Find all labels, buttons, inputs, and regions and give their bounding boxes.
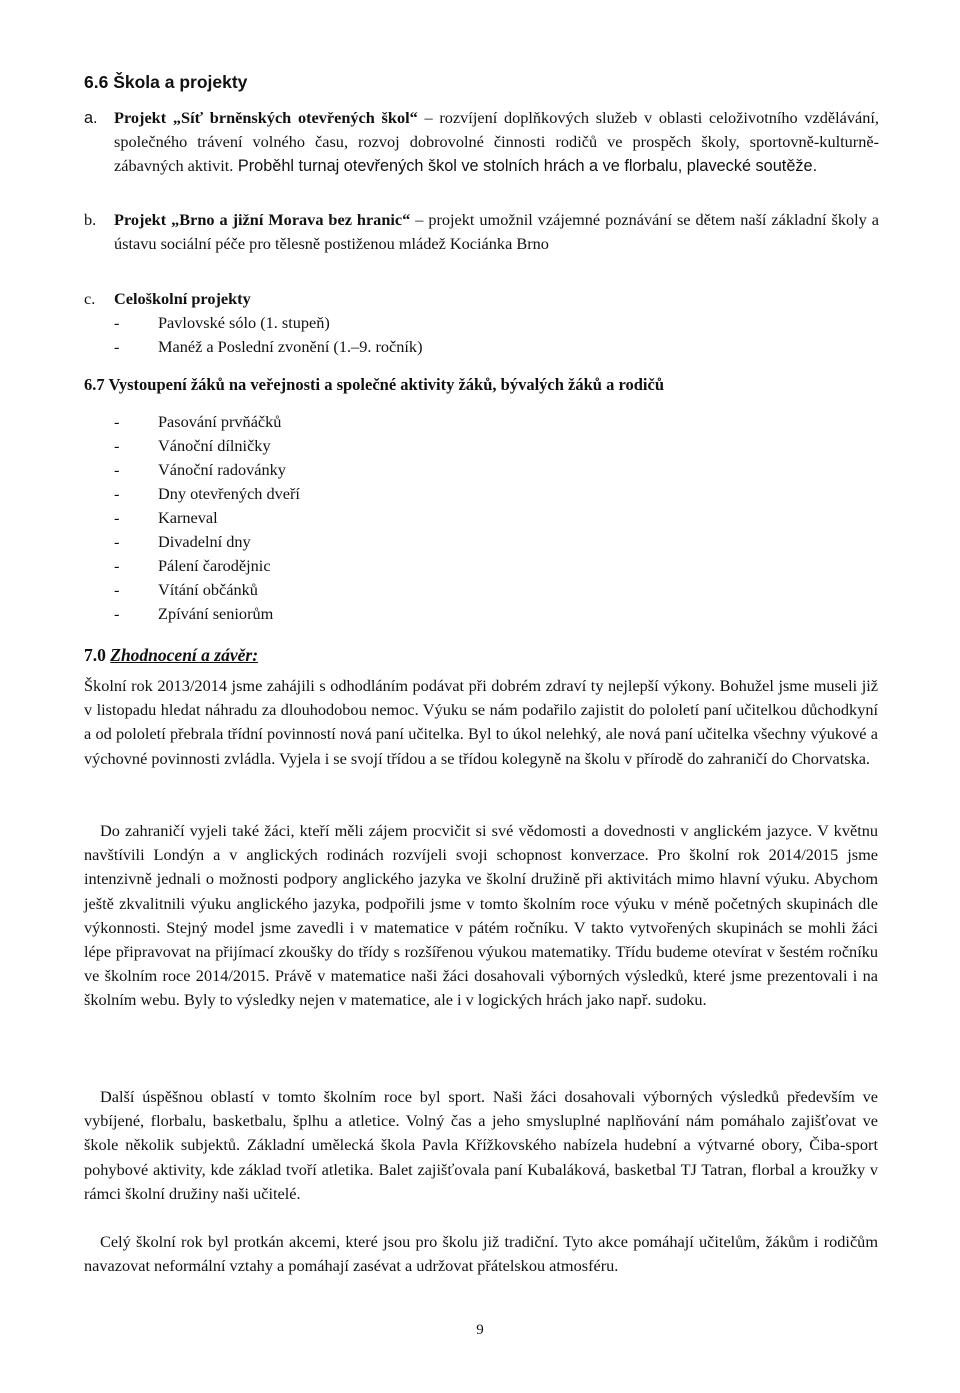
- page-number: 9: [476, 1322, 484, 1338]
- item-a-title: Projekt „Síť brněnských otevřených škol“: [114, 108, 418, 127]
- item-c-marker: c.: [84, 289, 96, 308]
- item-c-list: [114, 311, 423, 359]
- list-item: - Karneval: [114, 508, 218, 527]
- list-item: - Dny otevřených dveří: [114, 484, 300, 503]
- list-item: - Divadelní dny: [114, 532, 251, 551]
- list-item: - Manéž a Poslední zvonění (1.–9. ročník): [114, 337, 423, 356]
- item-b-title: Projekt „Brno a jižní Morava bez hranic“: [114, 210, 411, 229]
- item-b-text: – projekt umožnil vzájemné poznávání se dětem naší základní školy a ústavu sociální péče pro tělesně postiženou mládež Kociánka Brno: [114, 210, 879, 253]
- list-item: - Pasování prvňáčků: [114, 412, 282, 431]
- events-list: [114, 410, 300, 626]
- conclusion-paragraph-4: Celý školní rok byl protkán akcemi, které jsou pro školu již tradiční. Tyto akce pomáhají učitelům, žákům i rodičům navazovat neformální vztahy a pomáhají zasévat a udržovat přátelskou atmosféru.: [84, 1232, 878, 1276]
- section-7-0-title: Zhodnocení a závěr:: [110, 645, 259, 665]
- conclusion-paragraph-3: Další úspěšnou oblastí v tomto školním roce byl sport. Naši žáci dosahovali výborných výsledků především ve vybíjené, florbalu, basketbalu, šplhu a atletice. Volný čas a jeho smysluplné naplňování nám pomáhalo zajišťovat ve škole několik subjektů. Základní umělecká škola Pavla Křížkovského nabízela hudební a výtvarné obory, Čiba-sport pohybové aktivity, kde základ tvoří atletika. Balet zajišťovala paní Kubaláková, basketbal TJ Tatran, florbal a kroužky v rámci školní družiny naši učitelé.: [84, 1087, 878, 1203]
- section-6-7-heading: 6.7 Vystoupení žáků na veřejnosti a společné aktivity žáků, bývalých žáků a rodičů: [84, 375, 665, 394]
- conclusion-paragraph-1: Školní rok 2013/2014 jsme zahájili s odhodláním podávat při dobrém zdraví ty nejlepší výkony. Bohužel jsme museli již v listopadu hledat náhradu za dlouhodobou nemoc. Výuku se nám podařilo zajistit do pololetí paní učitelkou důchodkyní a od pololetí přebrala třídní povinností nová paní učitelka. Byl to úkol nelehký, ale nová paní učitelka všechny výukové a výchovné povinnosti zvládla. Vyjela i se svojí třídou a se třídou kolegyně na školu v přírodě do zahraničí do Chorvatska.: [84, 676, 878, 768]
- list-item: - Vítání občánků: [114, 580, 258, 599]
- list-item: - Vánoční radovánky: [114, 460, 286, 479]
- item-a-text-extra: Proběhl turnaj otevřených škol ve stolních hrách a ve florbalu, plavecké soutěže.: [233, 157, 818, 175]
- list-item: - Pavlovské sólo (1. stupeň): [114, 313, 330, 332]
- item-c-body: [114, 287, 879, 311]
- item-b-marker: b.: [84, 210, 97, 229]
- conclusion-paragraph-2: Do zahraničí vyjeli také žáci, kteří měli zájem procvičit si své vědomosti a dovednosti v anglickém jazyce. V květnu navštívili Londýn a v anglických rodinách rozvíjeli svoji schopnost konverzace. Pro školní rok 2014/2015 jsme intenzivně jednali o možnosti podpory anglického jazyka ve školní družině při aktivitách mimo hlavní výuku. Abychom ještě zkvalitnili výuku anglického jazyka, podpořili jsme v tomto školním roce výuku v méně početných skupinách dle výkonnosti. Stejný model jsme zavedli i v matematice v pátém ročníku. V takto vytvořených skupinách se mohli žáci lépe připravovat na přijímací zkoušky do třídy s rozšířenou výukou matematiky. Třídu budeme otevírat v šestém ročníku ve školním roce 2014/2015. Právě v matematice naši žáci dosahovali výborných výsledků, které jsme prezentovali i na školním webu. Byly to výsledky nejen v matematice, ale i v logických hrách jako např. sudoku.: [84, 821, 878, 1010]
- project-item-a: [84, 106, 879, 178]
- item-b-body: [114, 208, 879, 256]
- project-item-c: [84, 287, 879, 311]
- list-item: - Pálení čarodějnic: [114, 556, 271, 575]
- section-7-0-number: 7.0: [84, 645, 106, 665]
- list-item: - Zpívání seniorům: [114, 604, 274, 623]
- item-a-marker: a.: [84, 109, 98, 127]
- section-6-6-heading: 6.6 Škola a projekty: [84, 72, 248, 92]
- item-c-title: Celoškolní projekty: [114, 289, 251, 308]
- project-item-b: [84, 208, 879, 256]
- item-a-body: [114, 106, 879, 178]
- section-7-0-heading: [84, 645, 258, 666]
- item-a-text: – rozvíjení doplňkových služeb v oblasti celoživotního vzdělávání, společného trávení volného času, rozvoj dobrovolné činnosti rodičů ve prospěch školy, sportovně-kulturně-zábavných aktivit.: [114, 108, 879, 175]
- list-item: - Vánoční dílničky: [114, 436, 271, 455]
